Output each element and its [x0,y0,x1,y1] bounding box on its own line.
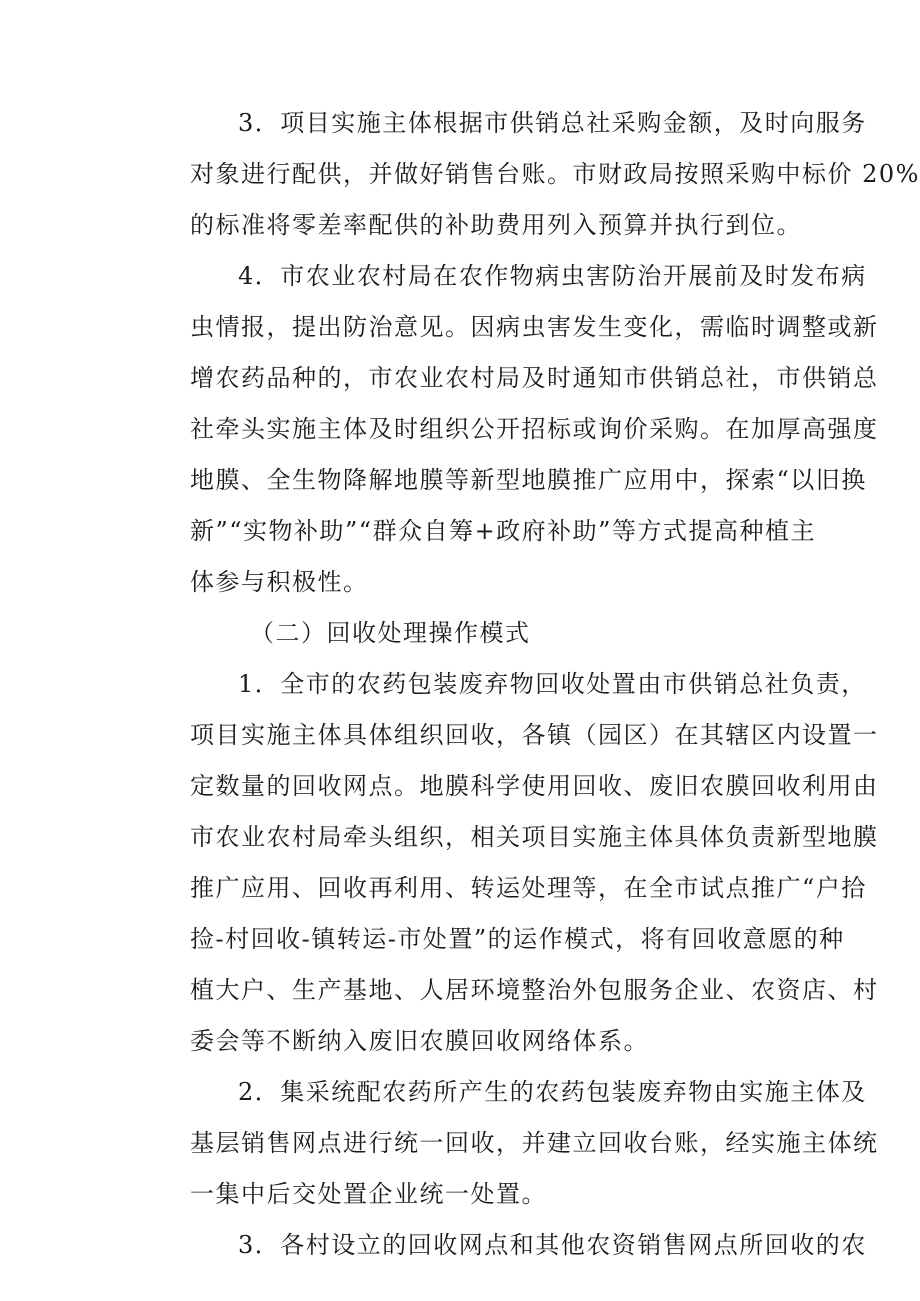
text-line: 市农业农村局牵头组织，相关项目实施主体具体负责新型地膜 [190,823,879,851]
paragraph-item-s2 [142,1067,879,1220]
text-line: 3．项目实施主体根据市供销总社采购金额，及时向服务 [238,109,867,137]
paragraph-item-s1 [142,659,879,1067]
section-heading-text: （二）回收处理操作模式 [250,619,531,647]
text-line: 项目实施主体具体组织回收，各镇（园区）在其辖区内设置一 [190,721,879,749]
text-line: 定数量的回收网点。地膜科学使用回收、废旧农膜回收利用由 [190,772,879,800]
text-line: 地膜、全生物降解地膜等新型地膜推广应用中，探索“以旧换 [190,466,867,494]
text-line: 捡-村回收-镇转运-市处置”的运作模式，将有回收意愿的种 [190,925,845,953]
section-heading [142,608,802,659]
text-line: 体参与积极性。 [190,568,369,596]
text-line: 委会等不断纳入废旧农膜回收网络体系。 [190,1027,649,1055]
text-line: 对象进行配供，并做好销售台账。市财政局按照采购中标价 20% [190,160,920,188]
text-line: 1．全市的农药包装废弃物回收处置由市供销总社负责， [238,670,867,698]
text-line: 基层销售网点进行统一回收，并建立回收台账，经实施主体统 [190,1129,879,1157]
text-line: 2．集采统配农药所产生的农药包装废弃物由实施主体及 [238,1078,867,1106]
paragraph-item-s3 [142,1220,867,1271]
text-line: 的标准将零差率配供的补助费用列入预算并执行到位。 [190,211,802,239]
text-line: 虫情报，提出防治意见。因病虫害发生变化，需临时调整或新 [190,313,879,341]
document-body [142,98,920,1271]
text-line: 植大户、生产基地、人居环境整治外包服务企业、农资店、村 [190,976,879,1004]
text-line: 4．市农业农村局在农作物病虫害防治开展前及时发布病 [238,262,867,290]
text-line: 一集中后交处置企业统一处置。 [190,1180,547,1208]
text-line: 社牵头实施主体及时组织公开招标或询价采购。在加厚高强度 [190,415,879,443]
paragraph-item-3 [142,98,920,251]
text-line: 新”“实物补助”“群众自筹+政府补助”等方式提高种植主 [190,517,816,545]
paragraph-item-4 [142,251,879,608]
text-line: 3．各村设立的回收网点和其他农资销售网点所回收的农 [238,1231,867,1259]
text-line: 推广应用、回收再利用、转运处理等，在全市试点推广“户拾 [190,874,867,902]
text-line: 增农药品种的，市农业农村局及时通知市供销总社，市供销总 [190,364,879,392]
